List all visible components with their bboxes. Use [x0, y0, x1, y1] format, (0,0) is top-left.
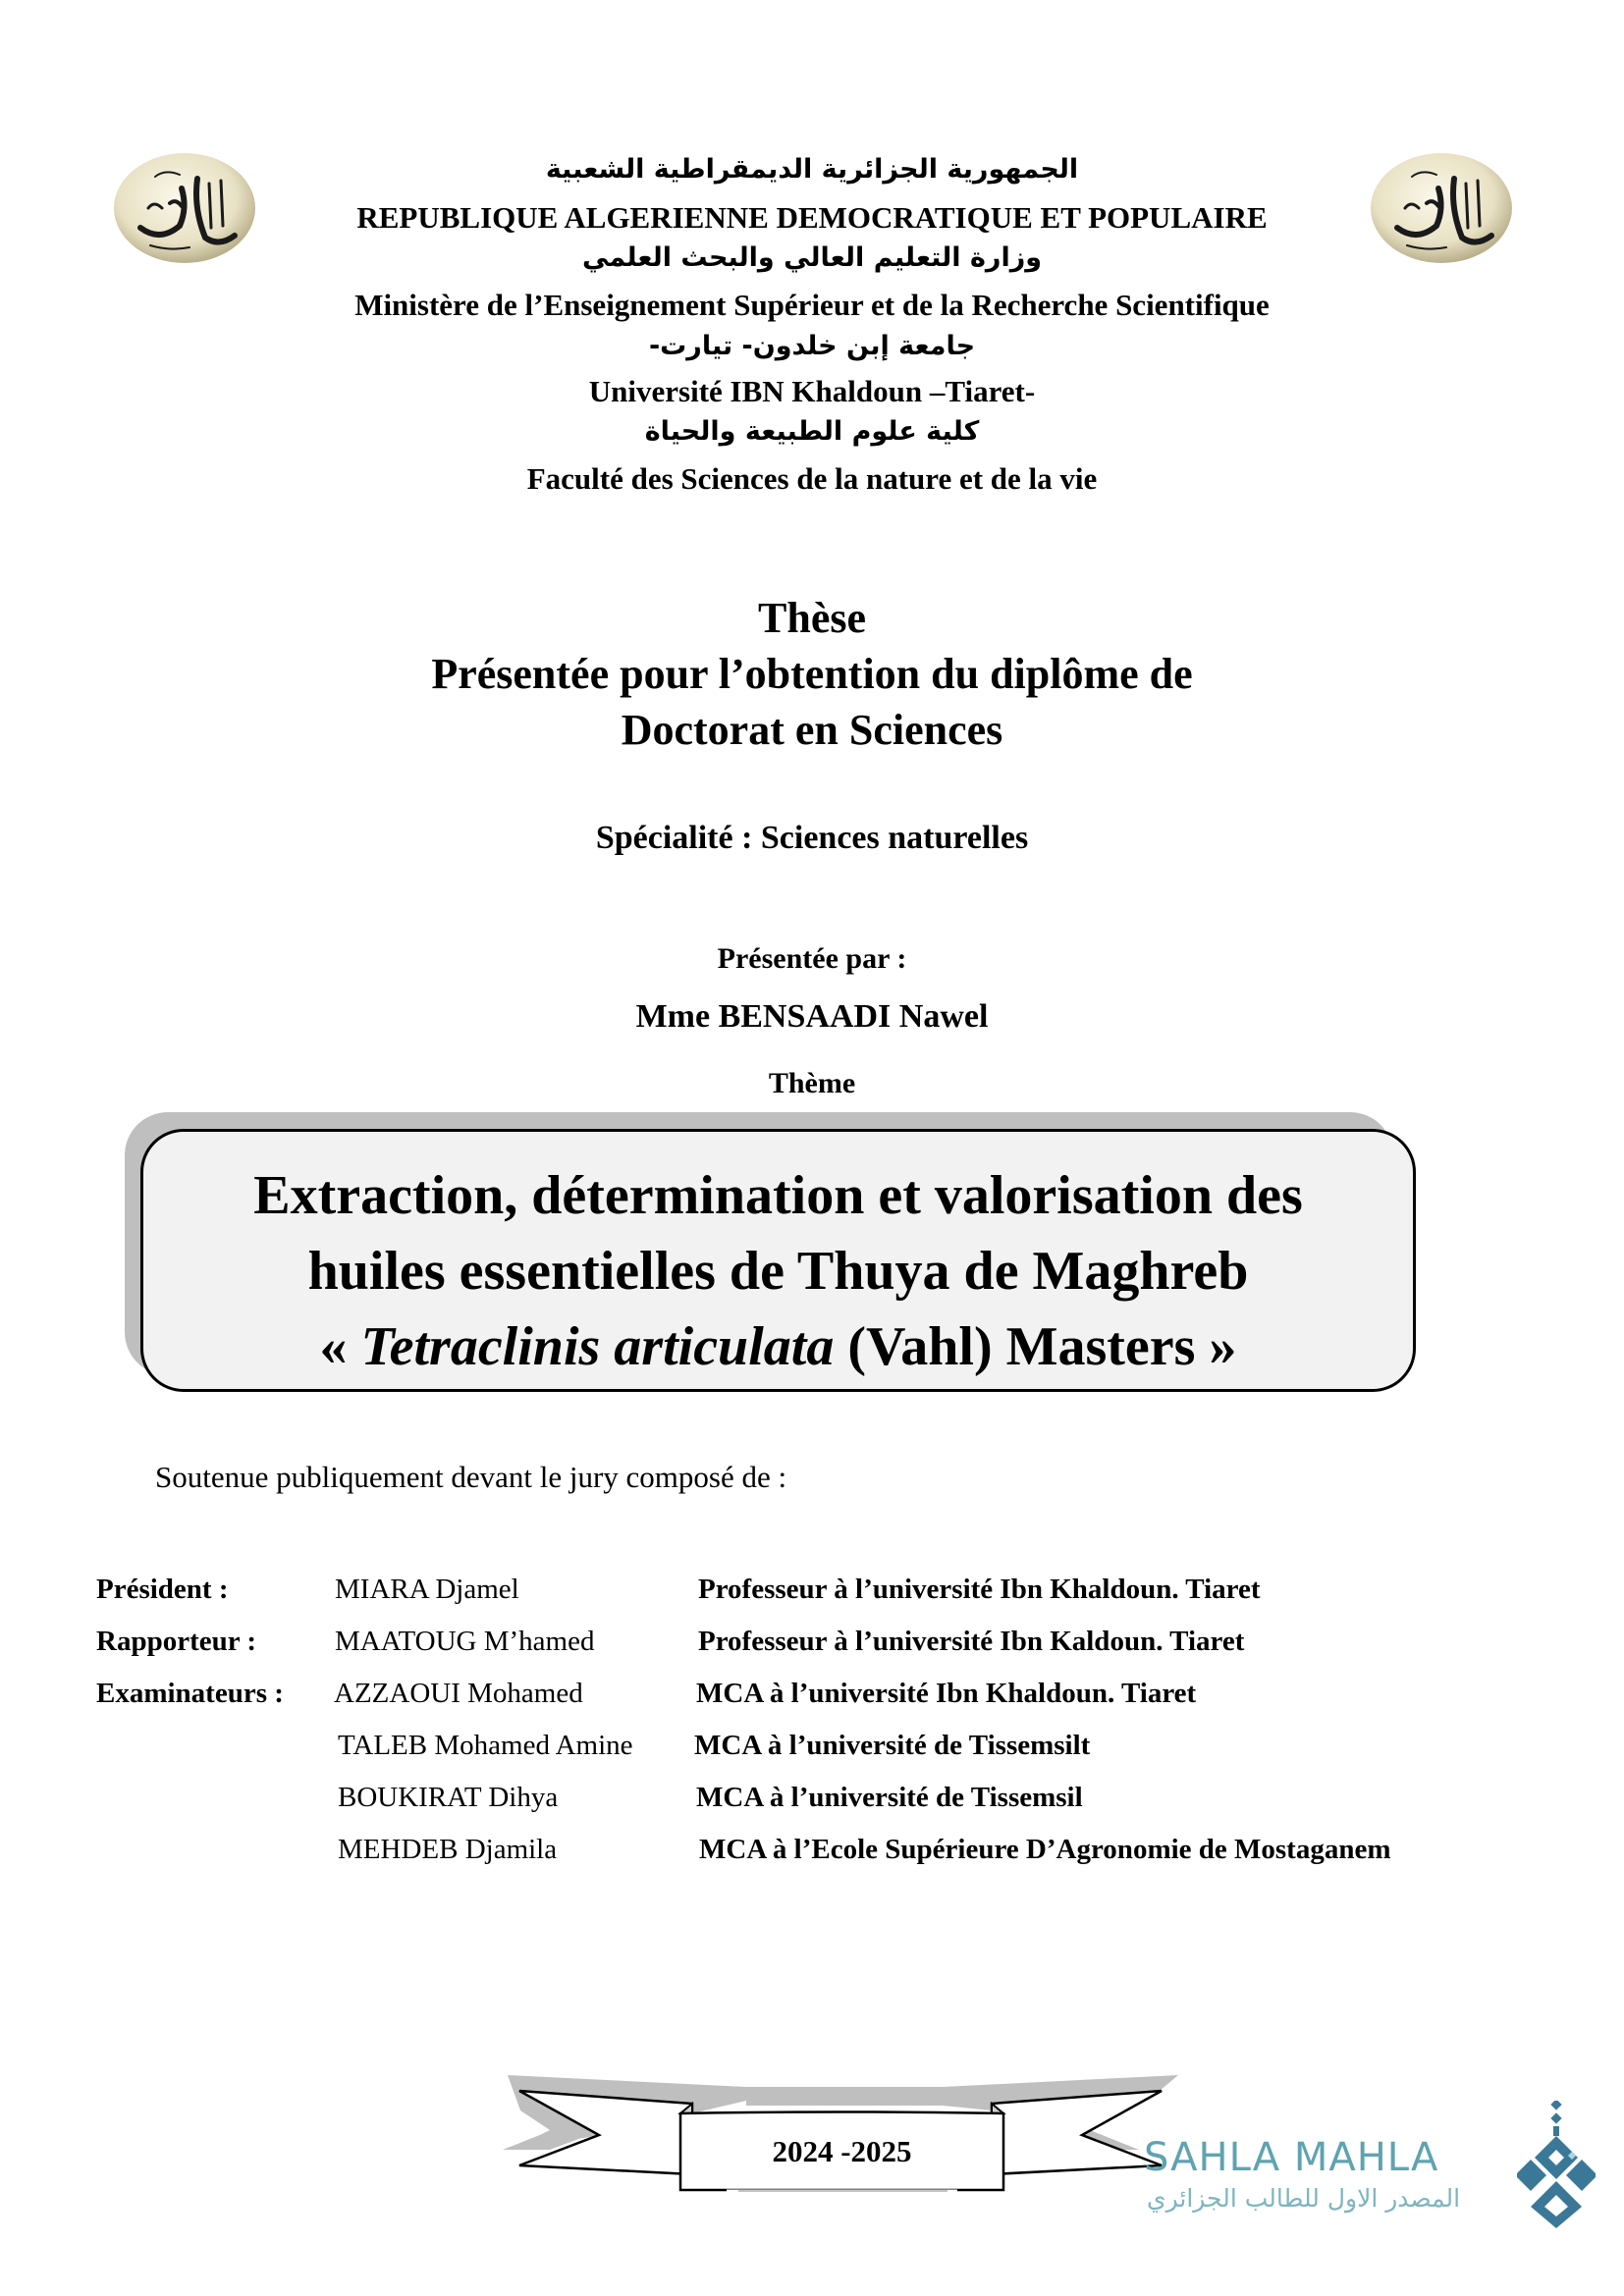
jury-affiliation: MCA à l’Ecole Supérieure D’Agronomie de Mostaganem	[699, 1834, 1391, 1865]
sahla-mahla-logo-icon	[1517, 2101, 1596, 2228]
jury-name: MEHDEB Djamila	[338, 1834, 558, 1865]
sahla-mahla-watermark	[1139, 2135, 1591, 2233]
jury-affiliation: MCA à l’université de Tissemsilt	[694, 1730, 1091, 1761]
jury-row	[0, 1626, 1624, 1665]
arabic-faculty-name: كلية علوم الطبيعة والحياة	[644, 416, 980, 447]
species-name: Tetraclinis articulata	[360, 1316, 835, 1377]
faculty-name: Faculté des Sciences de la nature et de la vie	[526, 461, 1098, 496]
title-quote-open: «	[319, 1316, 361, 1377]
title-line-1: Extraction, détermination et valorisation des	[253, 1165, 1303, 1226]
arabic-university-name: جامعة إبن خلدون- تيارت-	[648, 331, 976, 361]
jury-row	[0, 1574, 1624, 1613]
arabic-republic-name: الجمهورية الجزائرية الديمقراطية الشعبية	[545, 154, 1079, 185]
jury-intro: Soutenue publiquement devant le jury composé de :	[155, 1460, 787, 1494]
title-line-3	[143, 1315, 1413, 1378]
jury-role: Président :	[96, 1574, 229, 1605]
jury-name: MAATOUG M’hamed	[335, 1626, 595, 1657]
jury-row	[0, 1730, 1624, 1769]
jury-name: AZZAOUI Mohamed	[334, 1678, 583, 1709]
jury-affiliation: MCA à l’université de Tissemsil	[696, 1782, 1083, 1813]
jury-role: Rapporteur :	[96, 1626, 256, 1657]
jury-role: Examinateurs :	[96, 1678, 284, 1709]
document-type: Thèse	[758, 594, 866, 642]
republic-name: REPUBLIQUE ALGERIENNE DEMOCRATIQUE ET POPULAIRE	[356, 200, 1268, 235]
watermark-title: SAHLA MAHLA	[1144, 2135, 1439, 2180]
jury-affiliation: Professeur à l’université Ibn Kaldoun. Tiaret	[698, 1626, 1245, 1657]
arabic-ministry-name: وزارة التعليم العالي والبحث العلمي	[581, 242, 1043, 273]
jury-row	[0, 1834, 1624, 1873]
jury-affiliation: Professeur à l’université Ibn Khaldoun. Tiaret	[698, 1574, 1261, 1605]
academic-year: 2024 -2025	[772, 2134, 912, 2168]
thesis-title-box	[140, 1129, 1416, 1392]
jury-row	[0, 1782, 1624, 1821]
presented-by-label: Présentée par :	[717, 942, 907, 975]
jury-affiliation: MCA à l’université Ibn Khaldoun. Tiaret	[696, 1678, 1197, 1709]
thesis-purpose: Présentée pour l’obtention du diplôme de	[431, 650, 1193, 698]
ministry-name: Ministère de l’Enseignement Supérieur et de la Recherche Scientifique	[354, 288, 1270, 322]
title-line-2: huiles essentielles de Thuya de Maghreb	[307, 1241, 1249, 1302]
degree-name: Doctorat en Sciences	[621, 706, 1003, 754]
university-name: Université IBN Khaldoun –Tiaret-	[588, 374, 1036, 408]
jury-name: MIARA Djamel	[335, 1574, 519, 1605]
jury-name: BOUKIRAT Dihya	[338, 1782, 559, 1813]
jury-name: TALEB Mohamed Amine	[338, 1730, 633, 1761]
author-name: Mme BENSAADI Nawel	[635, 998, 989, 1035]
jury-row	[0, 1678, 1624, 1717]
theme-label: Thème	[768, 1067, 856, 1099]
speciality: Spécialité : Sciences naturelles	[595, 820, 1029, 856]
title-line-3-rest: (Vahl) Masters »	[834, 1316, 1237, 1377]
watermark-subtitle: المصدر الاول للطالب الجزائري	[1147, 2184, 1461, 2213]
